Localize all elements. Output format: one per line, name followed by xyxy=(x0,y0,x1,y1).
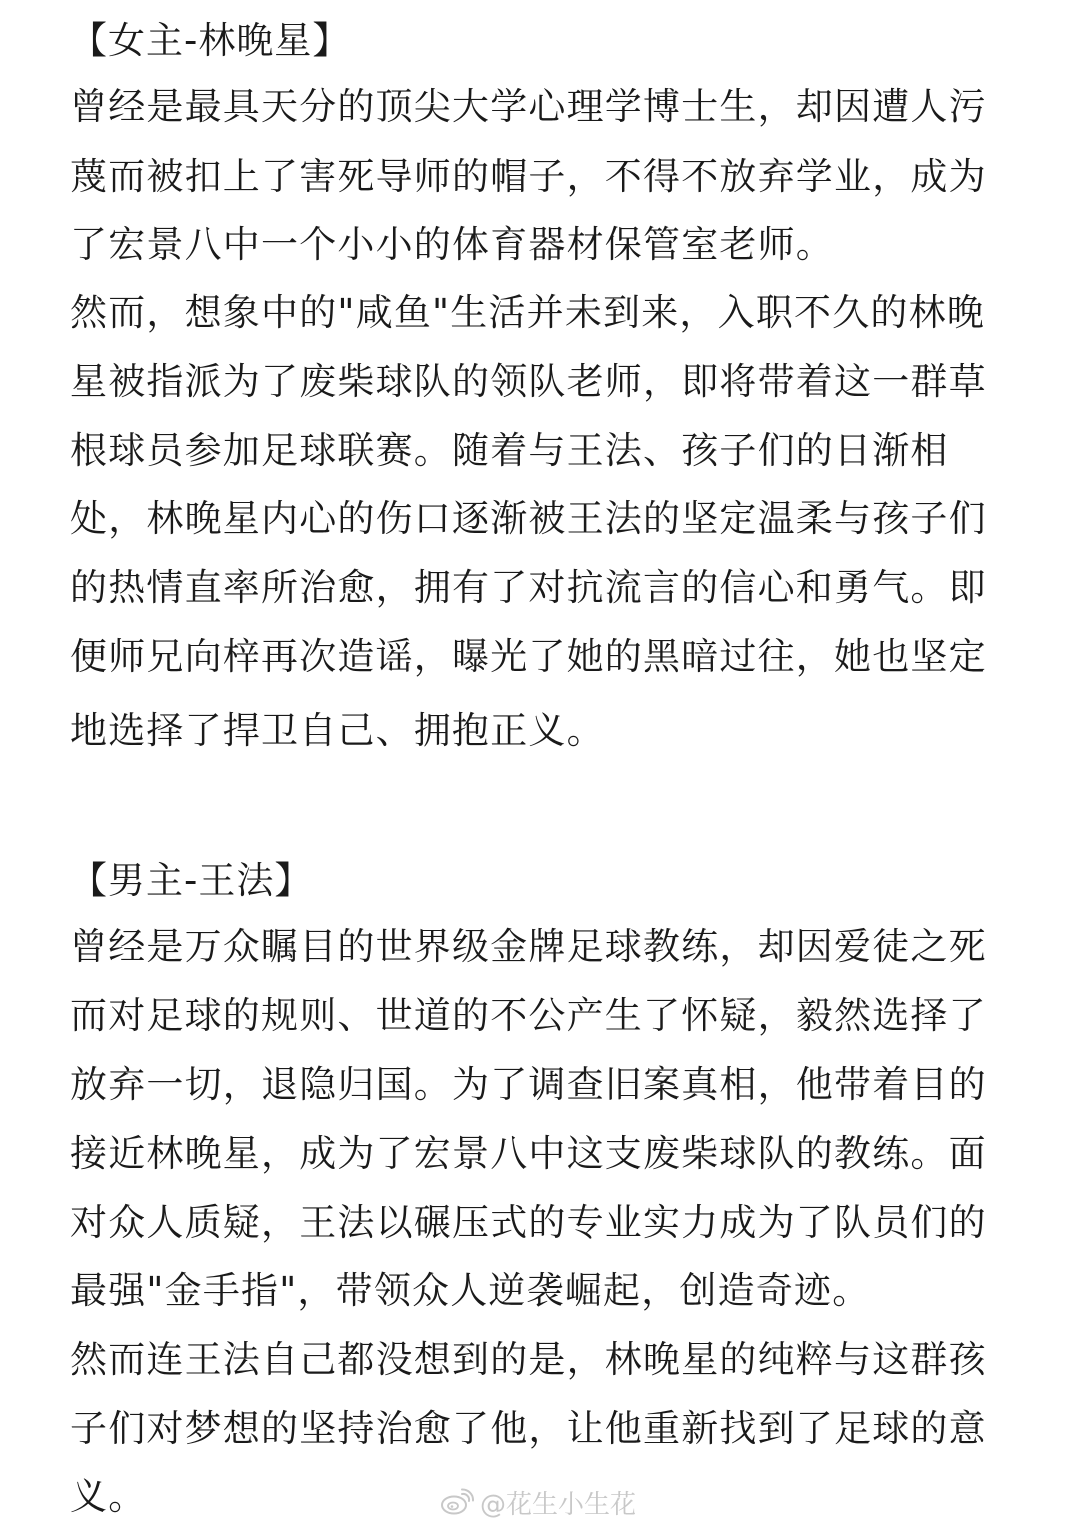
female-paragraph-line: 蔑而被扣上了害死导师的帽子，不得不放弃学业，成为 xyxy=(70,155,987,198)
female-paragraph-line: 然而，想象中的"咸鱼"生活并未到来，入职不久的林晚 xyxy=(70,291,986,334)
female-paragraph-line: 处，林晚星内心的伤口逐渐被王法的坚定温柔与孩子们 xyxy=(70,497,987,540)
female-paragraph-line: 地选择了捍卫自己、拥抱正义。 xyxy=(70,709,605,752)
female-lead-heading: 【女主-林晚星】 xyxy=(70,19,351,62)
watermark-text: @花生小生花 xyxy=(480,1489,637,1520)
male-paragraph-line: 然而连王法自己都没想到的是，林晚星的纯粹与这群孩 xyxy=(70,1338,987,1381)
male-paragraph-line: 曾经是万众瞩目的世界级金牌足球教练，却因爱徒之死 xyxy=(70,925,987,968)
weibo-icon xyxy=(440,1488,474,1516)
female-paragraph-line: 根球员参加足球联赛。随着与王法、孩子们的日渐相 xyxy=(70,429,949,472)
male-paragraph-line: 对众人质疑，王法以碾压式的专业实力成为了队员们的 xyxy=(70,1201,987,1244)
female-paragraph-line: 星被指派为了废柴球队的领队老师，即将带着这一群草 xyxy=(70,360,987,403)
female-paragraph-line: 便师兄向梓再次造谣，曝光了她的黑暗过往，她也坚定 xyxy=(70,635,987,678)
male-paragraph-line: 最强"金手指"，带领众人逆袭崛起，创造奇迹。 xyxy=(70,1269,871,1312)
male-paragraph-line: 而对足球的规则、世道的不公产生了怀疑，毅然选择了 xyxy=(70,994,987,1037)
female-paragraph-line: 的热情直率所治愈，拥有了对抗流言的信心和勇气。即 xyxy=(70,566,987,609)
male-paragraph-line: 接近林晚星，成为了宏景八中这支废柴球队的教练。面 xyxy=(70,1132,987,1175)
male-paragraph-line: 义。 xyxy=(70,1475,147,1518)
male-paragraph-line: 子们对梦想的坚持治愈了他，让他重新找到了足球的意 xyxy=(70,1407,987,1450)
female-paragraph-line: 了宏景八中一个小小的体育器材保管室老师。 xyxy=(70,223,834,266)
male-paragraph-line: 放弃一切，退隐归国。为了调查旧案真相，他带着目的 xyxy=(70,1063,987,1106)
female-paragraph-line: 曾经是最具天分的顶尖大学心理学博士生，却因遭人污 xyxy=(70,85,987,128)
male-lead-heading: 【男主-王法】 xyxy=(70,859,313,902)
watermark xyxy=(440,1482,636,1522)
